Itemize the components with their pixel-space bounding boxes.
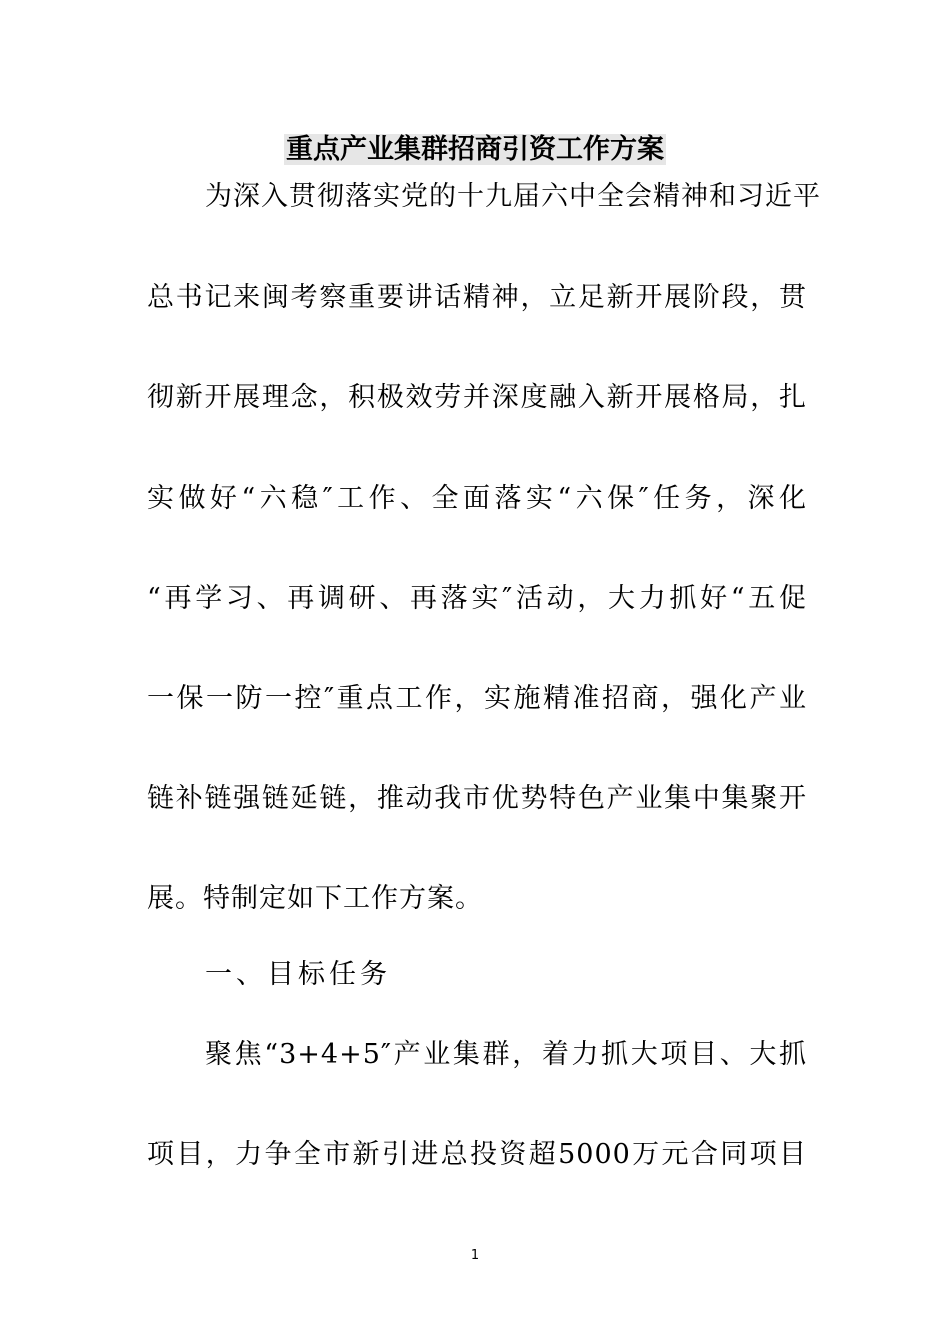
paragraph-line: “再学习、再调研、再落实″活动，大力抓好“五促: [147, 583, 807, 614]
paragraph-line: 一保一防一控″重点工作，实施精准招商，强化产业: [147, 683, 807, 714]
paragraph-line: 项目，力争全市新引进总投资超5000万元合同项目: [147, 1139, 807, 1170]
page-number: 1: [470, 1248, 480, 1263]
paragraph-line: 展。特制定如下工作方案。: [147, 883, 483, 914]
document-title-text: 重点产业集群招商引资工作方案: [286, 134, 664, 165]
paragraph-line: 彻新开展理念，积极效劳并深度融入新开展格局，扎: [147, 382, 807, 413]
paragraph-line: 链补链强链延链，推动我市优势特色产业集中集聚开: [147, 783, 807, 814]
paragraph-line: 聚焦“3+4+5″产业集群，着力抓大项目、大抓: [205, 1039, 807, 1070]
paragraph-line: 为深入贯彻落实党的十九届六中全会精神和习近平: [205, 181, 821, 212]
paragraph-line: 总书记来闽考察重要讲话精神，立足新开展阶段，贯: [147, 282, 807, 313]
paragraph-line: 实做好“六稳″工作、全面落实“六保″任务，深化: [147, 483, 807, 514]
document-title: [0, 132, 950, 168]
section-heading: 一、目标任务: [205, 959, 391, 990]
